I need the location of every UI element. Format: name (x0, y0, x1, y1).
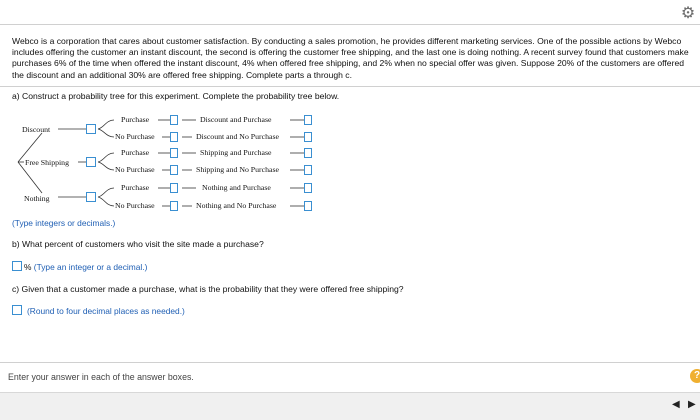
prob-input-free-shipping[interactable] (86, 157, 96, 167)
outcome-label: Discount and Purchase (200, 115, 272, 124)
joint-input-shipping-purchase[interactable] (304, 148, 312, 158)
tree-node-free-shipping: Free Shipping (25, 158, 69, 167)
part-c-answer-input[interactable] (12, 305, 22, 315)
tree-node-discount-no-purchase: No Purchase (115, 132, 155, 141)
part-b-answer-input[interactable] (12, 261, 22, 271)
previous-question-icon[interactable]: ◀ (672, 399, 680, 410)
outcome-label: Shipping and Purchase (200, 148, 272, 157)
joint-input-shipping-no-purchase[interactable] (304, 165, 312, 175)
joint-input-nothing-no-purchase[interactable] (304, 201, 312, 211)
tree-node-nothing: Nothing (24, 194, 50, 203)
part-a-hint: (Type integers or decimals.) (12, 218, 116, 228)
tree-node-shipping-no-purchase: No Purchase (115, 165, 155, 174)
problem-statement: Webco is a corporation that cares about customer satisfaction. By conducting a sales promotion, he provides different marketing services. One of the possible actions by Webco includes offering the customer an instant discount, the second is offering the customer free shipping, and the last one is doing nothing. A recent survey found that customers make purchases 6% of the time when offered the instant discount, 4% when offered free shipping, and 2% when no special offer was given. Suppose 20% of the customers are offered the discount and an additional 30% are offered free shipping. Complete parts a through c. (12, 36, 689, 80)
prob-input-nothing-purchase[interactable] (170, 183, 178, 193)
joint-input-nothing-purchase[interactable] (304, 183, 312, 193)
part-b-question: b) What percent of customers who visit the site made a purchase? (12, 239, 264, 249)
part-a-question: a) Construct a probability tree for this experiment. Complete the probability tree below. (12, 91, 340, 101)
next-question-icon[interactable]: ▶ (688, 399, 696, 410)
joint-input-discount-no-purchase[interactable] (304, 132, 312, 142)
prob-input-nothing-no-purchase[interactable] (170, 201, 178, 211)
footer-divider (0, 362, 700, 363)
prob-input-discount-no-purchase[interactable] (170, 132, 178, 142)
outcome-label: Nothing and Purchase (202, 183, 271, 192)
outcome-label: Nothing and No Purchase (196, 201, 277, 210)
part-b-answer-suffix (24, 262, 147, 272)
footer-instruction: Enter your answer in each of the answer boxes. (8, 372, 194, 382)
joint-input-discount-purchase[interactable] (304, 115, 312, 125)
tree-node-nothing-purchase: Purchase (121, 183, 150, 192)
percent-sign: % (24, 262, 32, 272)
prob-input-nothing[interactable] (86, 192, 96, 202)
tree-node-discount-purchase: Purchase (121, 115, 150, 124)
prob-input-shipping-purchase[interactable] (170, 148, 178, 158)
outcome-label: Shipping and No Purchase (196, 165, 279, 174)
help-icon[interactable]: ? (690, 369, 700, 383)
tree-node-shipping-purchase: Purchase (121, 148, 150, 157)
tree-node-nothing-no-purchase: No Purchase (115, 201, 155, 210)
gear-icon[interactable]: ⚙ (680, 5, 696, 22)
prob-input-shipping-no-purchase[interactable] (170, 165, 178, 175)
prob-input-discount[interactable] (86, 124, 96, 134)
outcome-label: Discount and No Purchase (196, 132, 279, 141)
navigation-bar (0, 392, 700, 420)
tree-node-discount: Discount (22, 125, 51, 134)
part-c-hint: (Round to four decimal places as needed.) (27, 306, 185, 316)
prob-input-discount-purchase[interactable] (170, 115, 178, 125)
part-b-hint: (Type an integer or a decimal.) (33, 262, 148, 272)
part-c-question: c) Given that a customer made a purchase, what is the probability that they were offered free shipping? (12, 284, 404, 294)
